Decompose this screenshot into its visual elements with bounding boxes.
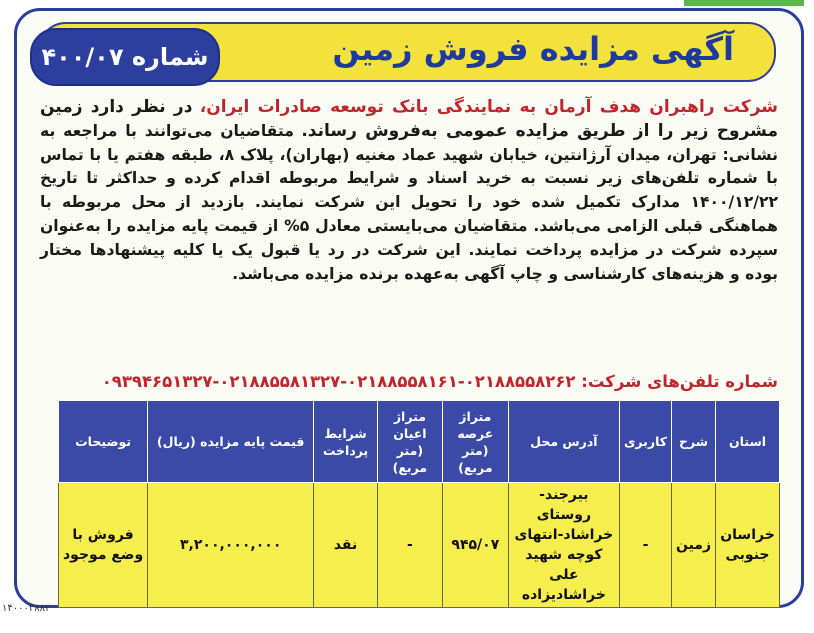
intro-lead: شرکت راهبران هدف آرمان به نمایندگی بانک توسعه صادرات ایران، bbox=[199, 97, 778, 117]
top-accent-bar bbox=[684, 0, 804, 6]
cell-notes: فروش با وضع موجود bbox=[59, 483, 148, 608]
table-row bbox=[59, 483, 780, 608]
header-usage: کاربری bbox=[620, 401, 672, 483]
ad-number-badge: شماره ۴۰۰/۰۷ bbox=[30, 28, 220, 86]
header-description: شرح bbox=[671, 401, 715, 483]
cell-base-price: ۳,۲۰۰,۰۰۰,۰۰۰ bbox=[148, 483, 314, 608]
header-province: استان bbox=[716, 401, 780, 483]
footer-code: ۱۴۰۰۰۳۸۸۲ bbox=[2, 603, 51, 614]
cell-building-area: - bbox=[377, 483, 442, 608]
header-address: آدرس محل bbox=[508, 401, 619, 483]
header-notes: توضیحات bbox=[59, 401, 148, 483]
intro-lead-tail: در نظر دارد زمین مشروح زیر را از طریق مزایده عمومی به‌فروش رساند. bbox=[40, 97, 778, 141]
header-base-price: قیمت پایه مزایده (ریال) bbox=[148, 401, 314, 483]
ad-body bbox=[40, 96, 778, 286]
cell-land-area: ۹۴۵/۰۷ bbox=[443, 483, 509, 608]
ad-title: آگهی مزایده فروش زمین bbox=[332, 30, 734, 68]
phone-label: شماره تلفن‌های شرکت: bbox=[581, 372, 778, 391]
cell-province: خراسان جنوبی bbox=[716, 483, 780, 608]
cell-usage: - bbox=[620, 483, 672, 608]
header-land-area: متراژ عرصه (متر مربع) bbox=[443, 401, 509, 483]
cell-description: زمین bbox=[671, 483, 715, 608]
auction-table bbox=[58, 400, 780, 608]
header-building-area: متراژ اعیان (متر مربع) bbox=[377, 401, 442, 483]
header-payment-terms: شرایط پرداخت bbox=[314, 401, 378, 483]
phone-line bbox=[40, 372, 778, 391]
cell-address: بیرجند-روستای خراشاد-انتهای کوچه شهید علی خراشادیزاده bbox=[508, 483, 619, 608]
body-paragraph: متقاضیان می‌توانند با مراجعه به نشانی: تهران، میدان آرژانتین، خیابان شهید عماد مغنیه (بهاران)، پلاک ۸، طبقه هفتم یا با تماس با شماره تلفن‌های زیر نسبت به خرید اسناد و شرایط مربوطه اقدام کرده و حداکثر تا تاریخ ۱۴۰۰/۱۲/۲۲ مدارک تکمیل شده خود را تحویل این شرکت نمایند. بازدید از محل مربوطه با هماهنگی قبلی الزامی می‌باشد. متقاضیان می‌بایستی معادل ۵% از قیمت پایه مزایده را به‌عنوان سپرده شرکت در مزایده پرداخت نمایند. این شرکت در رد یا قبول یک یا کلیه پیشنهادها مختار بوده و هزینه‌های کارشناسی و چاپ آگهی به‌عهده برنده مزایده می‌باشد. bbox=[40, 121, 778, 283]
cell-payment-terms: نقد bbox=[314, 483, 378, 608]
table-header-row bbox=[59, 401, 780, 483]
phone-numbers: ۰۲۱۸۸۵۵۸۲۶۲-۰۲۱۸۸۵۵۸۱۶۱-۰۲۱۸۸۵۵۸۱۳۲۷-۰۹۳۹۴۶۵۱۳۲۷ bbox=[101, 372, 576, 391]
